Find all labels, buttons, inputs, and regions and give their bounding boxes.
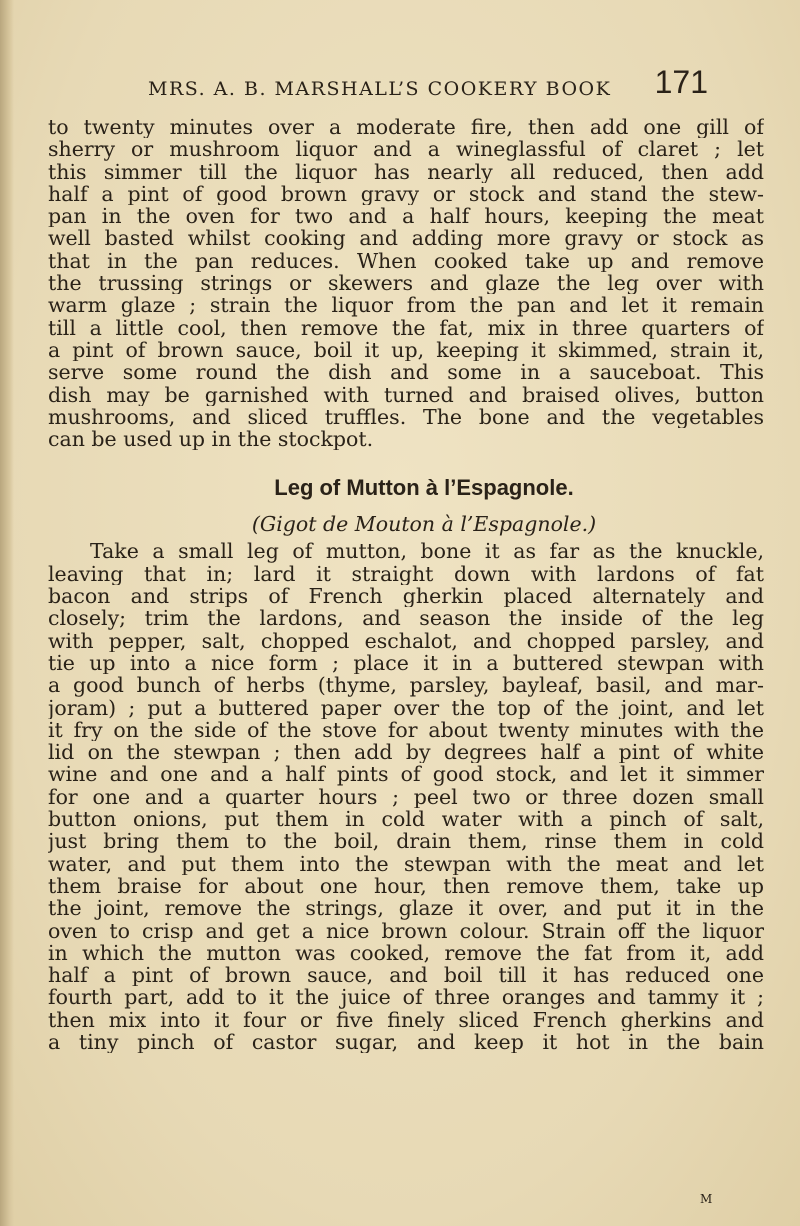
text-line: button onions, put them in cold water with a pinch of salt,: [48, 808, 764, 831]
text-line: lid on the stewpan ; then add by degrees half a pint of white: [48, 741, 764, 764]
recipe-title: Leg of Mutton à l’Espagnole.: [274, 475, 574, 501]
text-line: sherry or mushroom liquor and a wineglassful of claret ; let: [48, 138, 764, 161]
text-line: well basted whilst cooking and adding more gravy or stock as: [48, 227, 764, 250]
body-text: [48, 116, 764, 1053]
text-line: warm glaze ; strain the liquor from the pan and let it remain: [48, 294, 764, 317]
text-line: water, and put them into the stewpan with the meat and let: [48, 852, 764, 875]
text-line: it fry on the side of the stove for about twenty minutes with the: [48, 718, 764, 742]
recipe-subtitle: (Gigot de Mouton à l’Espagnole.): [251, 512, 597, 537]
text-line: a tiny pinch of castor sugar, and keep it hot in the bain: [48, 1030, 764, 1054]
text-line: fourth part, add to it the juice of three oranges and tammy it ;: [48, 986, 764, 1009]
text-line: to twenty minutes over a moderate fire, then add one gill of: [48, 116, 764, 139]
signature-mark: M: [700, 1192, 714, 1206]
text-line: half a pint of good brown gravy or stock and stand the stew-: [48, 182, 764, 206]
text-line: leaving that in; lard it straight down with lardons of fat: [48, 562, 764, 586]
text-line: till a little cool, then remove the fat, mix in three quarters of: [48, 316, 764, 339]
text-line: just bring them to the boil, drain them, rinse them in cold: [48, 830, 764, 853]
text-line: with pepper, salt, chopped eschalot, and chopped parsley, and: [48, 629, 764, 652]
text-line: them braise for about one hour, then remove them, take up: [48, 874, 764, 898]
text-line: oven to crisp and get a nice brown colour. Strain off the liquor: [48, 919, 764, 942]
text-line: for one and a quarter hours ; peel two or three dozen small: [48, 785, 764, 809]
text-line: joram) ; put a buttered paper over the top of the joint, and let: [48, 696, 764, 719]
page-spine-shadow: [0, 0, 14, 1226]
text-line: a pint of brown sauce, boil it up, keeping it skimmed, strain it,: [48, 338, 764, 362]
text-line: pan in the oven for two and a half hours, keeping the meat: [48, 205, 764, 228]
text-line: tie up into a nice form ; place it in a buttered stewpan with: [48, 651, 764, 675]
text-line: then mix into it four or five finely sliced French gherkins and: [48, 1008, 764, 1031]
page-header: [148, 64, 708, 104]
text-line: wine and one and a half pints of good stock, and let it simmer: [48, 763, 764, 786]
text-line: this simmer till the liquor has nearly all reduced, then add: [48, 160, 764, 183]
text-line: mushrooms, and sliced truffles. The bone and the vegetables: [48, 405, 764, 429]
text-line: dish may be garnished with turned and braised olives, button: [48, 383, 764, 406]
text-line: in which the mutton was cooked, remove the fat from it, add: [48, 941, 764, 965]
paragraph-recipe: [48, 540, 764, 1053]
paragraph-continued: [48, 116, 764, 450]
text-line: Take a small leg of mutton, bone it as far as the knuckle,: [90, 540, 764, 563]
text-line: serve some round the dish and some in a sauceboat. This: [48, 361, 764, 384]
text-line: closely; trim the lardons, and season the inside of the leg: [48, 607, 764, 630]
text-line: the trussing strings or skewers and glaze the leg over with: [48, 272, 764, 295]
running-head: MRS. A. B. MARSHALL’S COOKERY BOOK: [148, 78, 612, 100]
text-line: can be used up in the stockpot.: [48, 428, 374, 451]
text-line: half a pint of brown sauce, and boil till it has reduced one: [48, 964, 764, 987]
page-number: 171: [654, 64, 708, 100]
text-line: the joint, remove the strings, glaze it over, and put it in the: [48, 897, 764, 920]
text-line: that in the pan reduces. When cooked take up and remove: [48, 249, 764, 273]
text-line: a good bunch of herbs (thyme, parsley, bayleaf, basil, and mar-: [48, 674, 764, 697]
text-line: bacon and strips of French gherkin placed alternately and: [48, 585, 764, 608]
